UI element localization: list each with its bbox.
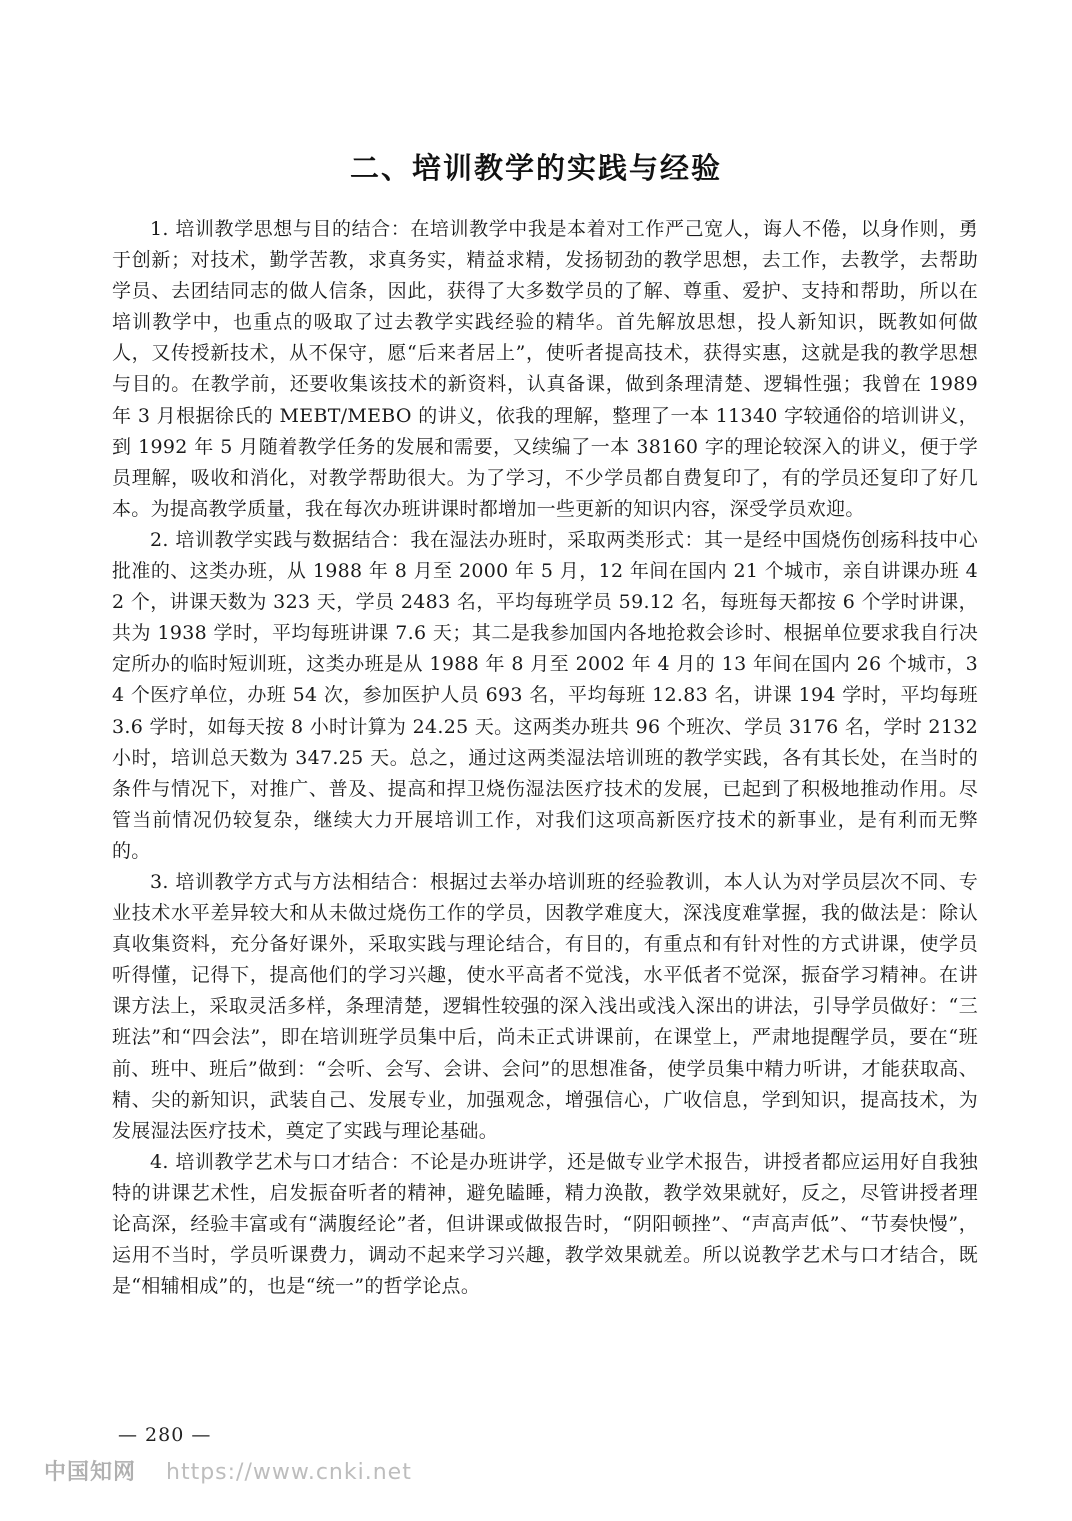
watermark-name: 中国知网 xyxy=(44,1460,137,1485)
watermark-url[interactable]: https://www.cnki.net xyxy=(166,1460,412,1485)
paragraph-1: 1. 培训教学思想与目的结合：在培训教学中我是本着对工作严己宽人，诲人不倦，以身作则，勇于创新；对技术，勤学苦教，求真务实，精益求精，发扬韧劲的教学思想，去工作，去教学，去帮助学员、去团结同志的做人信条，因此，获得了大多数学员的了解、尊重、爱护、支持和帮助，所以在培训教学中，也重点的吸取了过去教学实践经验的精华。首先解放思想，投人新知识，既教如何做人，又传授新技术，从不保守，愿“后来者居上”，使听者提高技术，获得实惠，这就是我的教学思想与目的。在教学前，还要收集该技术的新资料，认真备课，做到条理清楚、逻辑性强；我曾在 1989 年 3 月根据徐氏的 MEBT/MEBO 的讲义，依我的理解，整理了一本 11340 字较通俗的培训讲义，到 1992 年 5 月随着教学任务的发展和需要，又续编了一本 38160 字的理论较深入的讲义，便于学员理解，吸收和消化，对教学帮助很大。为了学习，不少学员都自费复印了，有的学员还复印了好几本。为提高教学质量，我在每次办班讲课时都增加一些更新的知识内容，深受学员欢迎。 xyxy=(112,218,978,520)
paragraph-2: 2. 培训教学实践与数据结合：我在湿法办班时，采取两类形式：其一是经中国烧伤创疡科技中心批准的、这类办班，从 1988 年 8 月至 2000 年 5 月，12 年间在国内 21 个城市，亲自讲课办班 42 个，讲课天数为 323 天，学员 2483 名，平均每班学员 59.12 名，每班每天都按 6 个学时讲课，共为 1938 学时，平均每班讲课 7.6 天；其二是我参加国内各地抢救会诊时、根据单位要求我自行决定所办的临时短训班，这类办班是从 1988 年 8 月至 2002 年 4 月的 13 年间在国内 26 个城市，34 个医疗单位，办班 54 次，参加医护人员 693 名，平均每班 12.83 名，讲课 194 学时，平均每班 3.6 学时，如每天按 8 小时计算为 24.25 天。这两类办班共 96 个班次、学员 3176 名，学时 2132 小时，培训总天数为 347.25 天。总之，通过这两类湿法培训班的教学实践，各有其长处，在当时的条件与情况下，对推广、普及、提高和捍卫烧伤湿法医疗技术的发展，已起到了积极地推动作用。尽管当前情况仍较复杂，继续大力开展培训工作，对我们这项高新医疗技术的新事业，是有利而无弊的。 xyxy=(112,528,978,862)
cnki-watermark xyxy=(44,1455,412,1486)
paragraph-4: 4. 培训教学艺术与口才结合：不论是办班讲学，还是做专业学术报告，讲授者都应运用好自我独特的讲课艺术性，启发振奋听者的精神，避免瞌睡，精力涣散，教学效果就好，反之，尽管讲授者理论高深，经验丰富或有“满腹经论”者，但讲课或做报告时，“阴阳顿挫”、“声高声低”、“节奏快慢”，运用不当时，学员听课费力，调动不起来学习兴趣，教学效果就差。所以说教学艺术与口才结合，既是“相辅相成”的，也是“统一”的哲学论点。 xyxy=(112,1150,978,1298)
body-text xyxy=(112,214,978,1302)
page-number: — 280 — xyxy=(118,1424,212,1446)
paragraph-3: 3. 培训教学方式与方法相结合：根据过去举办培训班的经验教训，本人认为对学员层次不同、专业技术水平差异较大和从未做过烧伤工作的学员，因教学难度大，深浅度难掌握，我的做法是：除认真收集资料，充分备好课外，采取实践与理论结合，有目的，有重点和有针对性的方式讲课，使学员听得懂，记得下，提高他们的学习兴趣，使水平高者不觉浅，水平低者不觉深，振奋学习精神。在讲课方法上，采取灵活多样，条理清楚，逻辑性较强的深入浅出或浅入深出的讲法，引导学员做好：“三班法”和“四会法”，即在培训班学员集中后，尚未正式讲课前，在课堂上，严肃地提醒学员，要在“班前、班中、班后”做到：“会听、会写、会讲、会问”的思想准备，使学员集中精力听讲，才能获取高、精、尖的新知识，武装自己、发展专业，加强观念，增强信心，广收信息，学到知识，提高技术，为发展湿法医疗技术，奠定了实践与理论基础。 xyxy=(112,870,978,1142)
section-title: 二、培训教学的实践与经验 xyxy=(349,151,722,185)
